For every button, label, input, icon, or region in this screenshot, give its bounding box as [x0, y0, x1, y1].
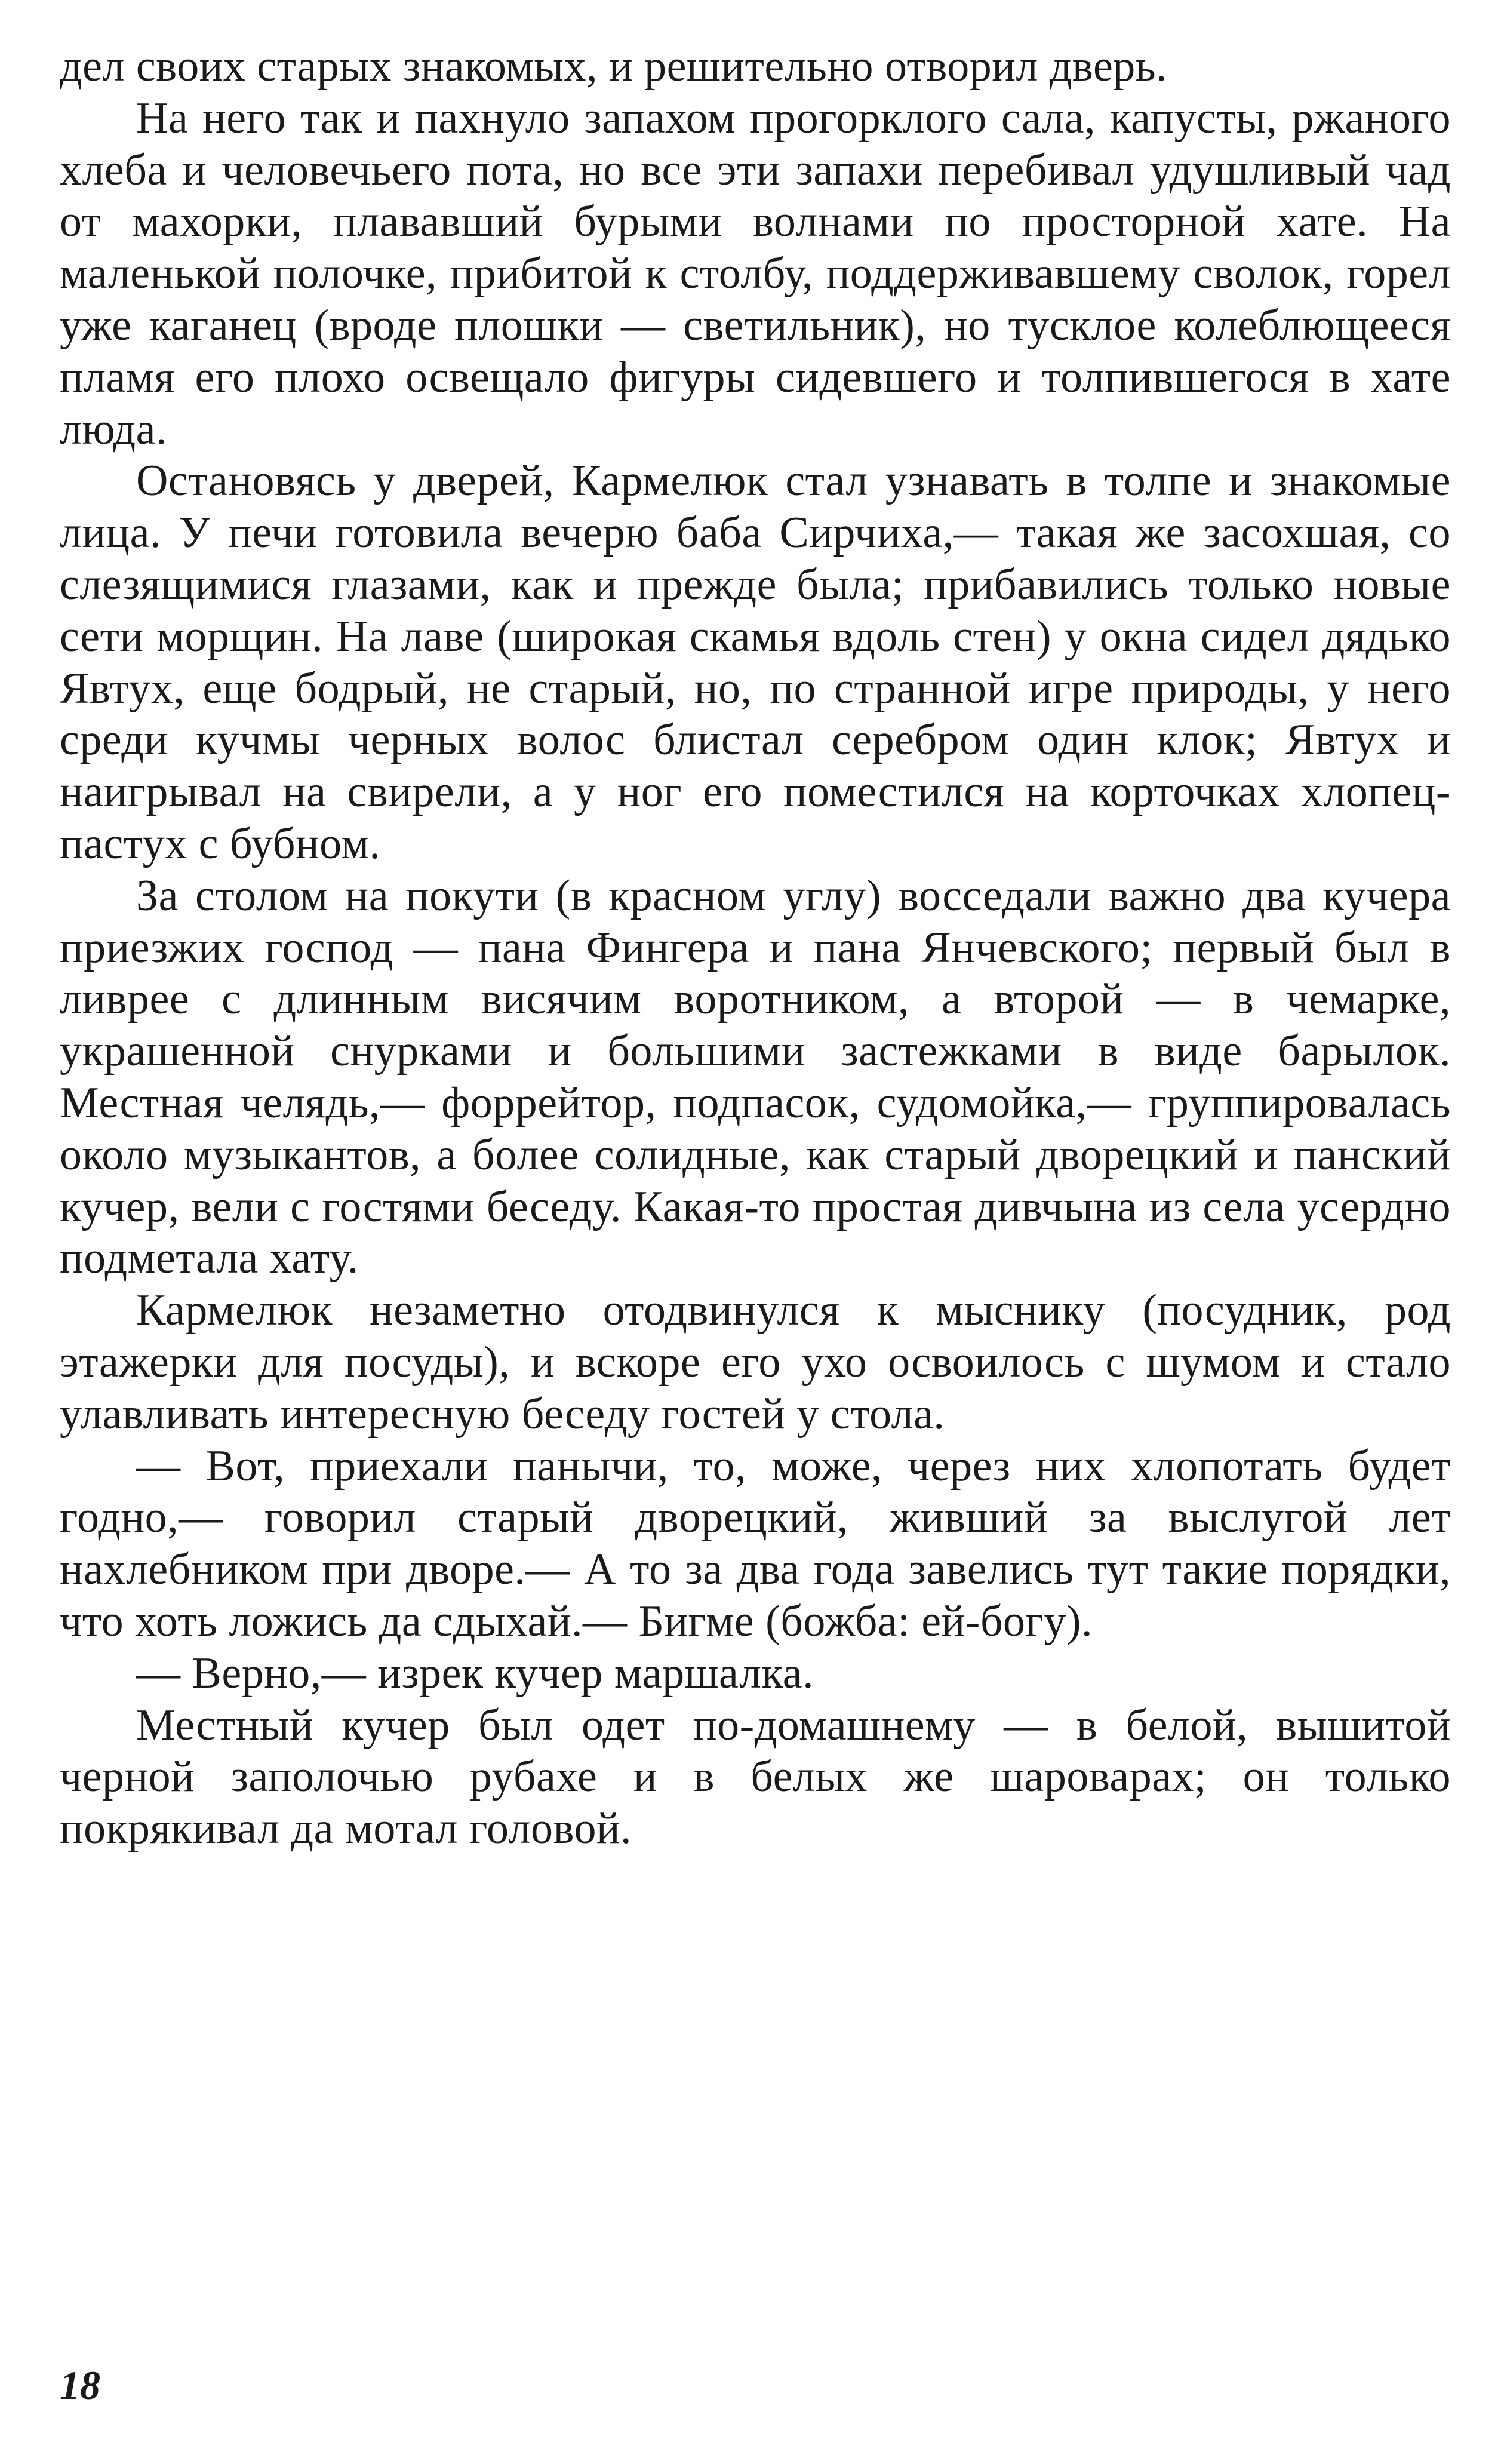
body-text — [60, 41, 1451, 1855]
paragraph-2: На него так и пахнуло запахом прогорклого сала, капусты, ржаного хлеба и человечьего пота, но все эти запахи перебивал удушливый чад от махорки, плававший бурыми волнами по просторной хате. На маленькой полочке, прибитой к столбу, поддерживавшему сволок, горел уже каганец (вроде плошки — светильник), но тусклое колеблющееся пламя его плохо освещало фигуры сидевшего и толпившегося в хате люда. — [60, 93, 1451, 454]
paragraph-5: Кармелюк незаметно отодвинулся к мыснику (посудник, род этажерки для посуды), и вскоре его ухо освоилось с шумом и стало улавливать интересную беседу гостей у стола. — [60, 1286, 1451, 1439]
page-number: 18 — [60, 2362, 100, 2408]
paragraph-1: дел своих старых знакомых, и решительно отворил дверь. — [60, 42, 1168, 91]
paragraph-7: — Верно,— изрек кучер маршалка. — [136, 1648, 814, 1698]
paragraph-3: Остановясь у дверей, Кармелюк стал узнавать в толпе и знакомые лица. У печи готовила вечерю баба Сирчиха,— такая же засохшая, со слезящимися глазами, как и прежде была; прибавились только новые сети морщин. На лаве (широкая скамья вдоль стен) у окна сидел дядько Явтух, еще бодрый, не старый, но, по странной игре природы, у него среди кучмы черных волос блистал серебром один клок; Явтух и наигрывал на свирели, а у ног его поместился на корточках хлопец-пастух с бубном. — [60, 456, 1451, 868]
paragraph-4: За столом на покути (в красном углу) восседали важно два кучера приезжих господ — пана Фингера и пана Янчевского; первый был в ливрее с длинным висячим воротником, а второй — в чемарке, украшенной снурками и большими застежками в виде барылок. Местная челядь,— форрейтор, подпасок, судомойка,— группировалась около музыкантов, а более солидные, как старый дворецкий и панский кучер, вели с гостями беседу. Какая-то простая дивчына из села усердно подметала хату. — [60, 871, 1451, 1283]
paragraph-8: Местный кучер был одет по-домашнему — в белой, вышитой черной заполочью рубахе и в белых же шароварах; он только покрякивал да мотал головой. — [60, 1700, 1451, 1854]
paragraph-6: — Вот, приехали панычи, то, може, через них хлопотать будет годно,— говорил старый дворецкий, живший за выслугой лет нахлебником при дворе.— А то за два года завелись тут такие порядки, что хоть ложись да сдыхай.— Бигме (божба: ей-богу). — [60, 1441, 1451, 1646]
